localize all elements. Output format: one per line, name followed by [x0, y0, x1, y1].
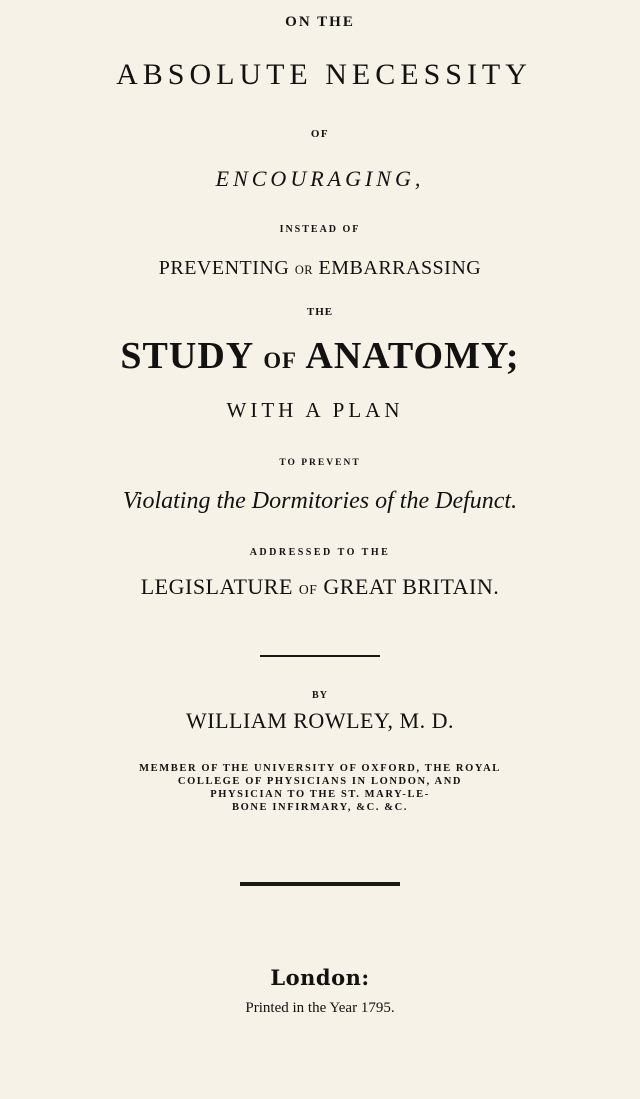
legislature-great-britain: GREAT BRITAIN. — [317, 574, 500, 599]
preventing-text: PREVENTING — [158, 257, 295, 279]
divider-rule-lower — [240, 882, 400, 886]
heading-study-of-anatomy — [0, 334, 640, 378]
credential-line-3: PHYSICIAN TO THE ST. MARY-LE- — [210, 789, 430, 800]
heading-absolute-necessity: ABSOLUTE NECESSITY — [116, 58, 532, 91]
author-credentials — [30, 762, 610, 814]
study-text: STUDY — [120, 335, 264, 377]
heading-legislature — [0, 574, 640, 600]
legislature-of: OF — [298, 582, 318, 597]
heading-the: THE — [306, 306, 334, 318]
heading-of: OF — [310, 128, 330, 140]
credential-line-1: MEMBER OF THE UNIVERSITY OF OXFORD, THE ROYAL — [139, 763, 501, 774]
credential-line-2: COLLEGE OF PHYSICIANS IN LONDON, AND — [177, 776, 463, 787]
heading-violating: Violating the Dormitories of the Defunct. — [122, 488, 518, 514]
study-anatomy: ANATOMY; — [296, 335, 520, 377]
heading-instead-of: INSTEAD OF — [279, 224, 361, 235]
heading-to-prevent: TO PREVENT — [279, 458, 361, 468]
imprint-year: Printed in the Year 1795. — [245, 1000, 395, 1016]
heading-on-the: ON THE — [285, 14, 355, 30]
heading-by: BY — [312, 690, 328, 701]
credential-line-4: BONE INFIRMARY, &C. &C. — [231, 802, 409, 813]
divider-rule-upper — [260, 655, 380, 657]
preventing-embarrassing: EMBARRASSING — [313, 257, 482, 279]
heading-with-a-plan: WITH A PLAN — [226, 398, 404, 422]
heading-preventing — [0, 257, 640, 280]
legislature-text: LEGISLATURE — [140, 574, 299, 599]
study-of: OF — [263, 348, 297, 373]
preventing-or: OR — [294, 263, 314, 277]
heading-addressed-to-the: ADDRESSED TO THE — [249, 547, 391, 558]
heading-encouraging: ENCOURAGING, — [215, 166, 425, 191]
imprint-place: London: — [270, 965, 370, 990]
author-name: WILLIAM ROWLEY, M. D. — [186, 708, 454, 733]
